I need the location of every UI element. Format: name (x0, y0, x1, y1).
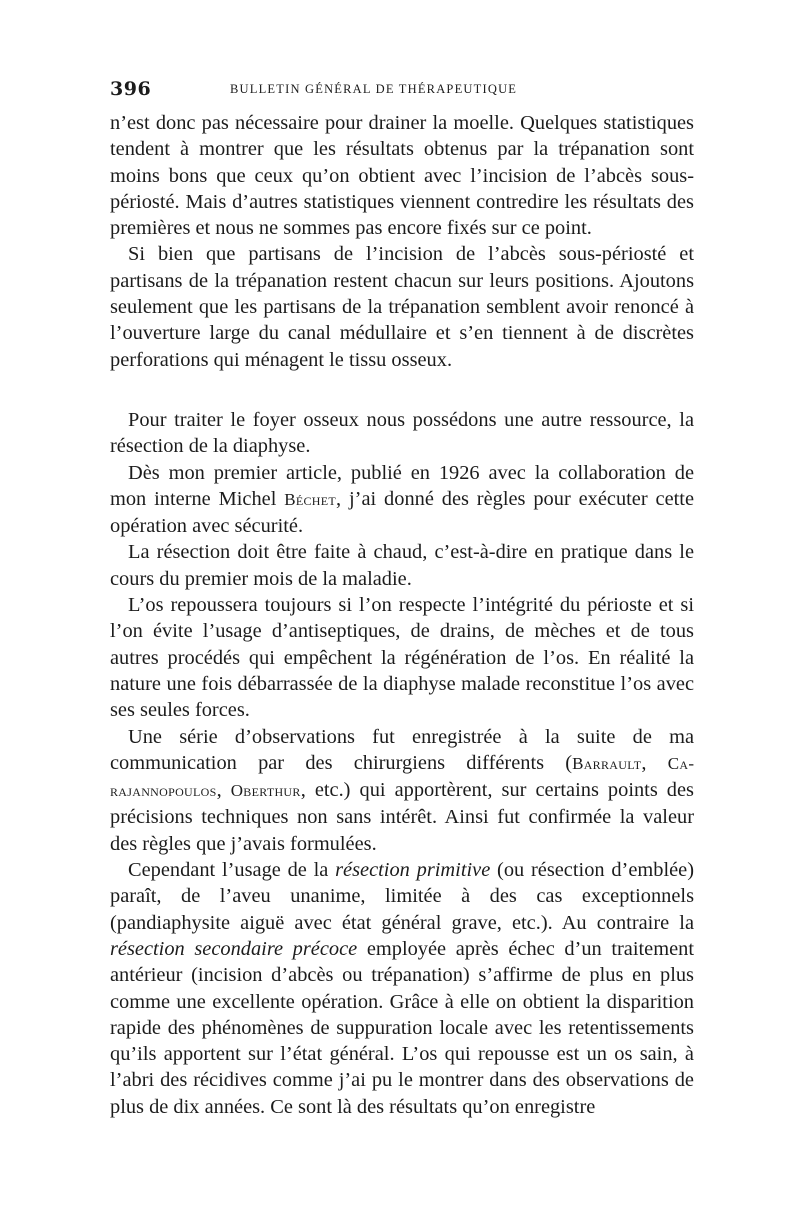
page-number: 396 (110, 78, 152, 100)
running-title: BULLETIN GÉNÉRAL DE THÉRAPEUTIQUE (230, 82, 518, 96)
paragraph: Dès mon premier article, publié en 1926 avec la collaboration de mon interne Michel Béchet, j’ai donné des règles pour exécuter cette opération avec sécurité. (110, 461, 694, 538)
paragraph: Cependant l’usage de la résection primitive (ou résection d’emblée) paraît, de l’aveu unanime, limitée à des cas exceptionnels (pandiaphysite aiguë avec état général grave, etc.). Au contraire la résection secondaire précoce employée après échec d’un traitement antérieur (incision d’abcès ou trépanation) s’affirme de plus en plus comme une excellente opération. Grâce à elle on obtient la disparition rapide des phénomènes de suppuration locale avec les retentissements qu’ils apportent sur l’état général. L’os qui repousse est un os sain, à l’abri des récidives comme j’ai pu le montrer dans des observations de plus de dix années. Ce sont là des résultats qu’on enregistre (110, 859, 694, 1118)
paragraph: La résection doit être faite à chaud, c’est-à-dire en pratique dans le cours du premier mois de la maladie. (110, 541, 694, 590)
author-name: Béchet (284, 489, 337, 509)
paragraph: n’est donc pas nécessaire pour drainer la moelle. Quelques statistiques tendent à montrer que les résultats obtenus par la trépanation sont moins bons que ceux qu’on obtient avec l’incision de l’abcès sous-périosté. Mais d’autres statistiques viennent contredire les résultats des premières et nous ne sommes pas encore fixés sur ce point. (110, 112, 694, 240)
author-name: Oberthur (230, 781, 301, 801)
author-name: Barrault (572, 753, 642, 773)
page-header (110, 78, 694, 106)
paragraph: Si bien que partisans de l’incision de l’abcès sous-périosté et partisans de la trépanation restent chacun sur leurs positions. Ajoutons seulement que les partisans de la trépanation semblent avoir renoncé à l’ouverture large du canal médullaire et s’en tiennent à de discrètes perforations qui ménagent le tissu osseux. (110, 243, 694, 371)
author-name: Carajannopoulos (110, 753, 694, 801)
body-text (110, 110, 694, 1120)
paragraph: Une série d’observations fut enregistrée à la suite de ma communication par des chirurgiens différents (Barrault, Carajannopoulos, Oberthur, etc.) qui apportèrent, sur certains points des précisions techniques non sans intérêt. Ainsi fut confirmée la valeur des règles que j’avais formulées. (110, 725, 694, 855)
emphasis: résection primitive (335, 859, 491, 882)
paragraph: L’os repoussera toujours si l’on respecte l’intégrité du périoste et si l’on évite l’usage d’antiseptiques, de drains, de mèches et de tous autres procédés qui empêchent la régénération de l’os. En réalité la nature une fois débarrassée de la diaphyse malade reconstitue l’os avec ses seules forces. (110, 594, 694, 722)
emphasis: résection secondaire précoce (110, 937, 358, 960)
paragraph: Pour traiter le foyer osseux nous possédons une autre ressource, la résection de la diaphyse. (110, 408, 694, 458)
document-page (110, 78, 694, 1120)
